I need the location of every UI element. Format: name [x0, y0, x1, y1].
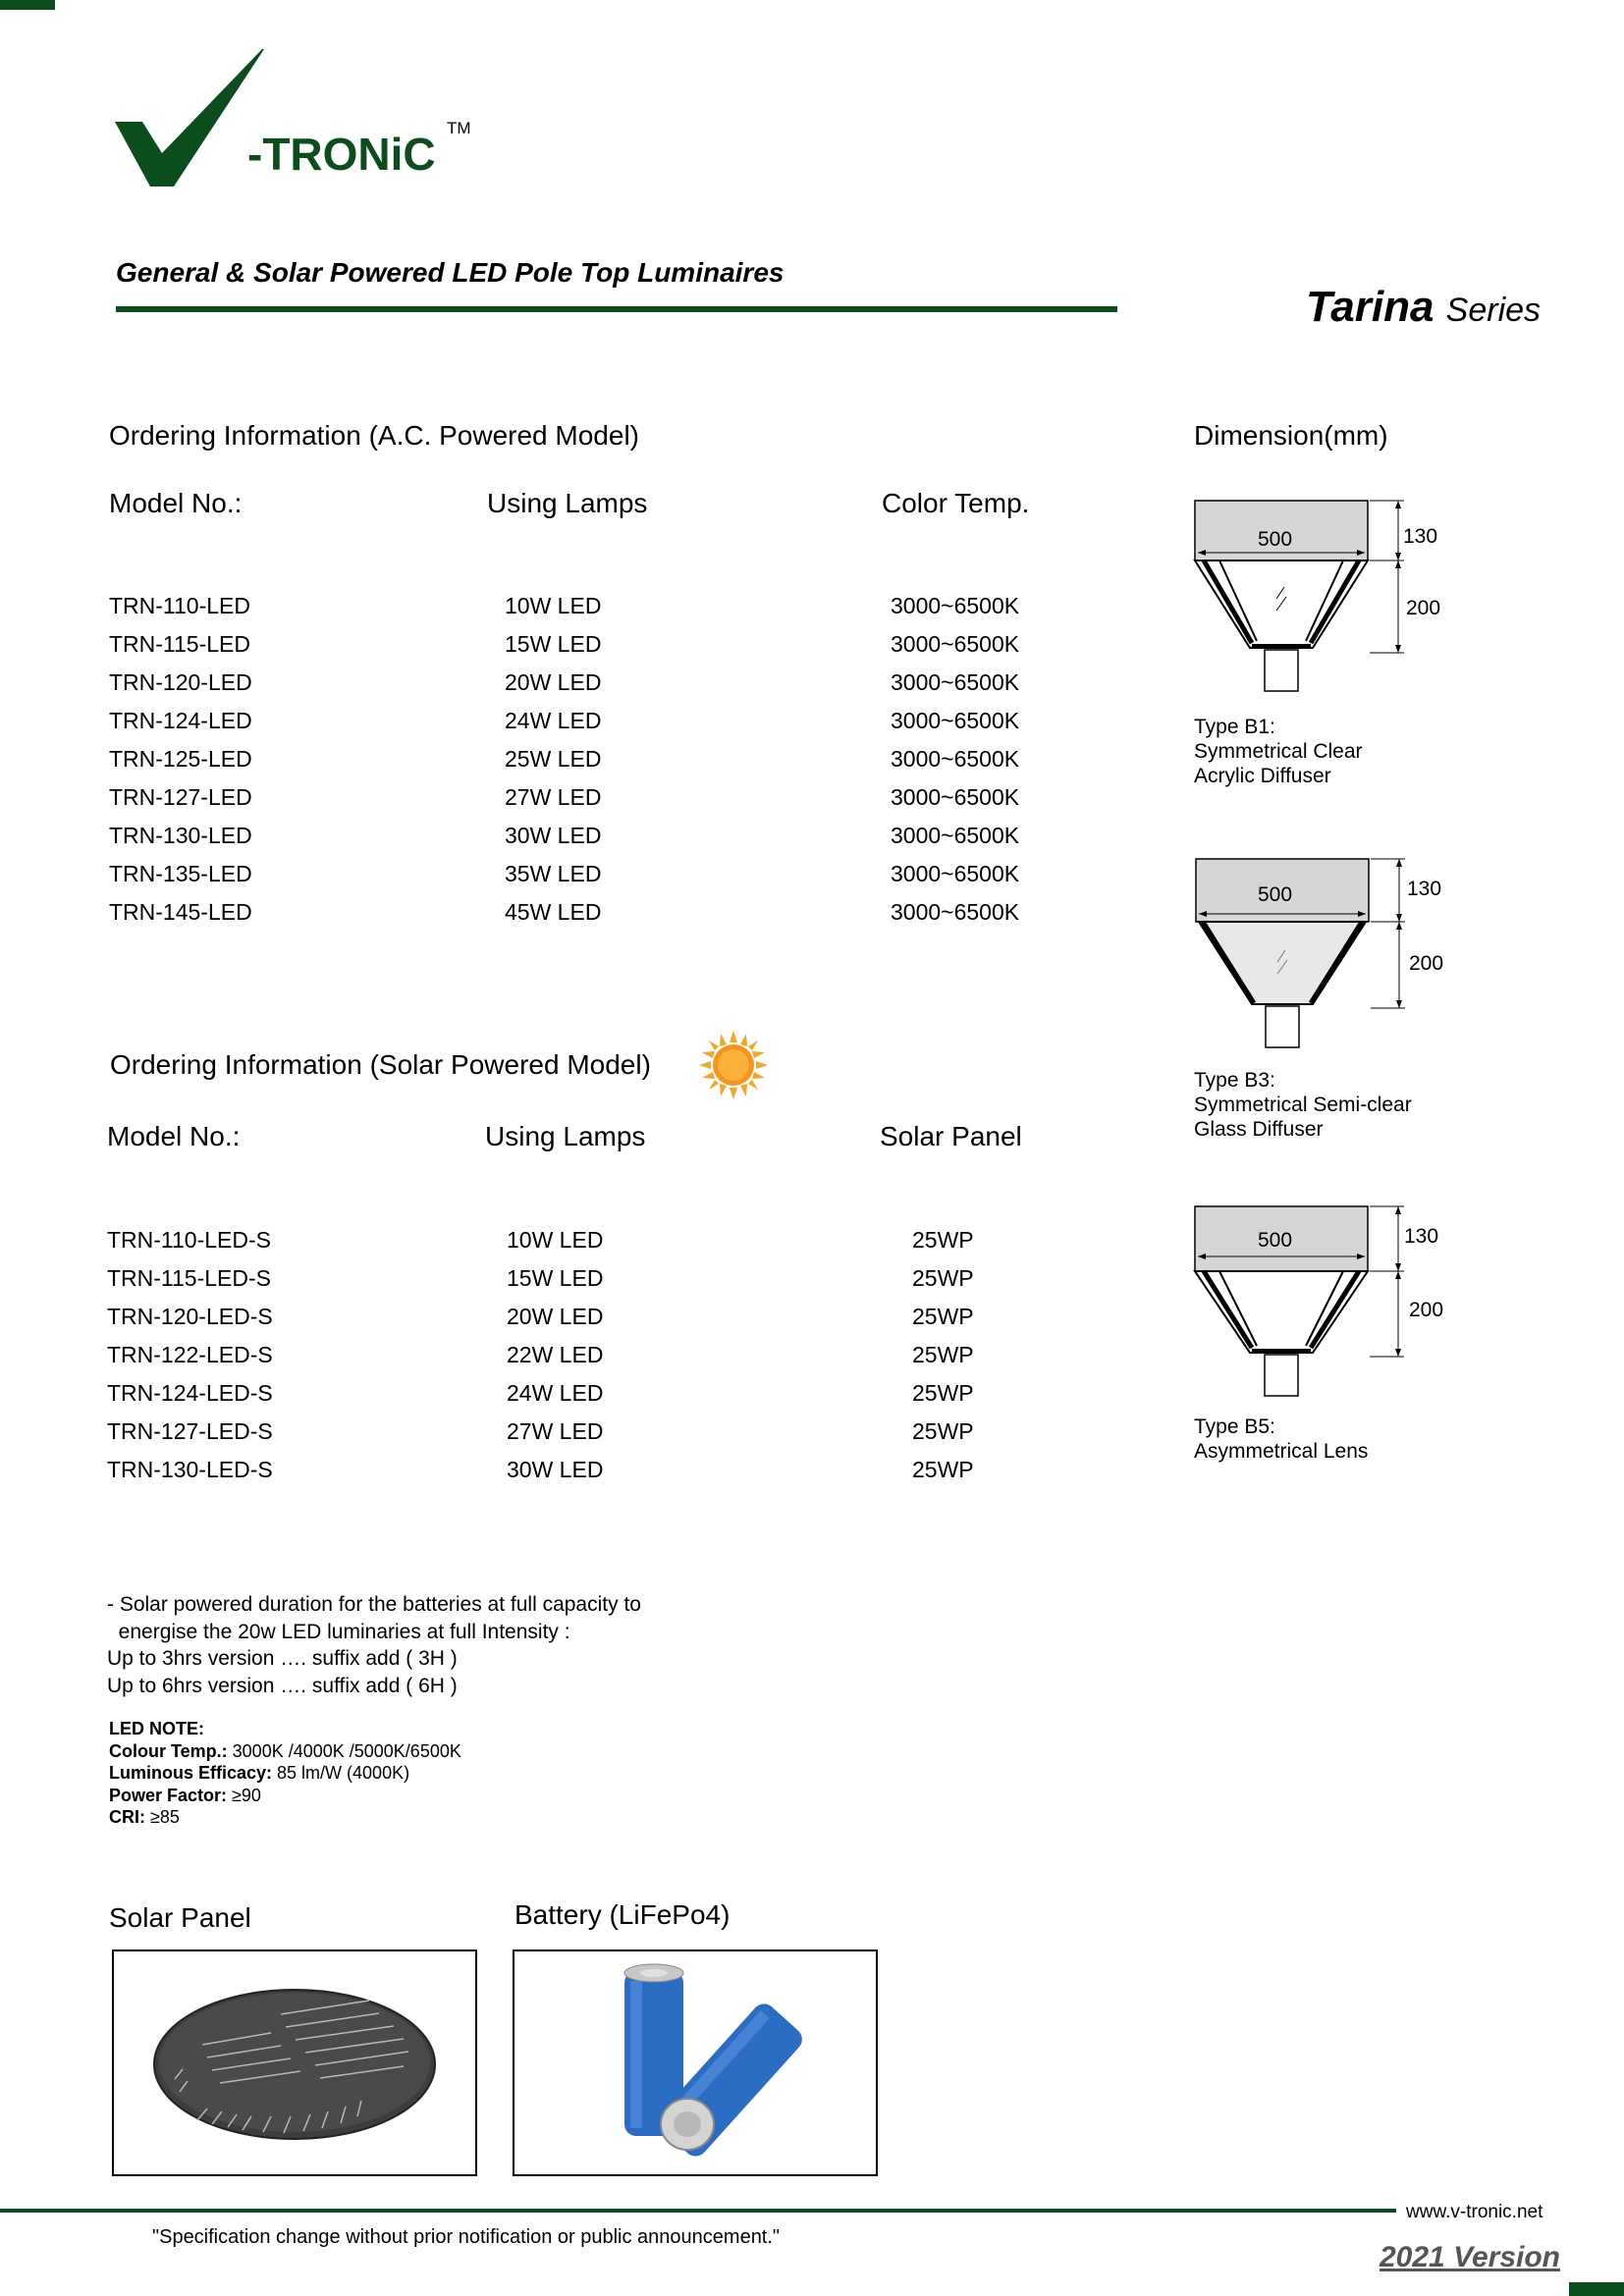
page-subtitle: General & Solar Powered LED Pole Top Luminaires — [116, 257, 785, 288]
ac-row-model-cell: TRN-120-LED — [109, 669, 252, 695]
ac-row-colortemp-cell: 3000~6500K — [891, 708, 1020, 733]
ac-row-lamp-cell: 45W LED — [505, 899, 602, 925]
diagram-b5 — [1190, 1201, 1475, 1408]
series-suffix: Series — [1445, 292, 1542, 329]
diagram-b5-caption — [1194, 1415, 1368, 1464]
ac-row-lamp-cell: 35W LED — [505, 861, 602, 886]
ac-row-colortemp-cell: 3000~6500K — [891, 631, 1020, 657]
disclaimer: "Specification change without prior notification or public announcement." — [152, 2226, 781, 2248]
ac-row-colortemp-cell: 3000~6500K — [891, 669, 1020, 695]
ac-row-model-cell: TRN-115-LED — [109, 631, 250, 657]
solar-row-model-cell: TRN-110-LED-S — [107, 1227, 271, 1253]
solar-header-panel: Solar Panel — [880, 1121, 1022, 1151]
caption-line: Type B1: — [1194, 716, 1275, 738]
ac-row-lamp-cell: 27W LED — [505, 784, 602, 810]
ac-row-colortemp-cell: 3000~6500K — [891, 784, 1020, 810]
dim-bottom-height-label: 200 — [1406, 597, 1441, 619]
solar-header-model: Model No.: — [107, 1121, 241, 1151]
ac-row-lamp-cell: 15W LED — [505, 631, 602, 657]
led-note-value: ≥85 — [145, 1807, 180, 1827]
dim-top-height-label: 130 — [1407, 878, 1442, 900]
solar-row-lamp-cell: 27W LED — [507, 1418, 604, 1444]
solar-row-panel-cell: 25WP — [912, 1418, 974, 1444]
solar-panel-photo — [112, 1949, 477, 2176]
solar-duration-note — [107, 1591, 641, 1699]
ac-row-model-cell: TRN-130-LED — [109, 823, 252, 848]
solar-row-lamp-cell: 10W LED — [507, 1227, 604, 1253]
solar-row-panel-cell: 25WP — [912, 1304, 974, 1329]
led-note-title: LED NOTE: — [109, 1719, 204, 1738]
diagram-b3 — [1191, 854, 1476, 1060]
ac-row-colortemp-cell: 3000~6500K — [891, 899, 1020, 925]
solar-panel-title: Solar Panel — [109, 1902, 251, 1933]
led-note-value: 85 lm/W (4000K) — [272, 1763, 410, 1783]
ac-row-colortemp-cell: 3000~6500K — [891, 823, 1020, 848]
ac-section-title: Ordering Information (A.C. Powered Model) — [109, 420, 639, 451]
trademark-symbol: TM — [447, 119, 471, 137]
solar-panel-image — [114, 1951, 475, 2174]
solar-row-panel-cell: 25WP — [912, 1380, 974, 1406]
led-note-value: ≥90 — [227, 1785, 261, 1805]
led-note-label: Luminous Efficacy: — [109, 1763, 273, 1783]
dim-bottom-height-label: 200 — [1409, 1299, 1444, 1321]
caption-line: Asymmetrical Lens — [1194, 1440, 1369, 1463]
note-line: Up to 3hrs version …. suffix add ( 3H ) — [107, 1647, 458, 1670]
ac-row-lamp-cell: 24W LED — [505, 708, 602, 733]
solar-row-model-cell: TRN-127-LED-S — [107, 1418, 273, 1444]
sun-icon — [699, 1031, 768, 1099]
ac-row-colortemp-cell: 3000~6500K — [891, 746, 1020, 772]
solar-row-lamp-cell: 20W LED — [507, 1304, 604, 1329]
ac-row-colortemp-cell: 3000~6500K — [891, 593, 1020, 618]
ac-row-model-cell: TRN-145-LED — [109, 899, 252, 925]
led-note-label: Colour Temp.: — [109, 1740, 228, 1761]
series-name: Tarina — [1306, 283, 1435, 331]
dim-bottom-height-label: 200 — [1409, 952, 1444, 975]
dim-width-label: 500 — [1258, 528, 1293, 551]
ac-row-lamp-cell: 30W LED — [505, 823, 602, 848]
led-note — [109, 1718, 461, 1829]
ac-row-colortemp-cell: 3000~6500K — [891, 861, 1020, 886]
dim-width-label: 500 — [1258, 883, 1293, 906]
solar-row-lamp-cell: 30W LED — [507, 1457, 604, 1482]
caption-line: Type B5: — [1194, 1415, 1275, 1438]
ac-row-model-cell: TRN-125-LED — [109, 746, 252, 772]
diagram-b1 — [1190, 496, 1475, 702]
brand-name: -TRONiC — [247, 129, 436, 180]
battery-title: Battery (LiFePo4) — [514, 1899, 731, 1930]
solar-row-panel-cell: 25WP — [912, 1457, 974, 1482]
corner-accent-top — [0, 0, 55, 10]
dim-width-label: 500 — [1258, 1229, 1293, 1252]
solar-row-model-cell: TRN-122-LED-S — [107, 1342, 273, 1367]
dim-top-height-label: 130 — [1404, 1225, 1439, 1248]
solar-header-lamps: Using Lamps — [485, 1121, 646, 1151]
solar-row-panel-cell: 25WP — [912, 1265, 974, 1291]
dimension-title: Dimension(mm) — [1194, 420, 1388, 451]
corner-accent-bottom — [1569, 2282, 1624, 2296]
ac-row-lamp-cell: 25W LED — [505, 746, 602, 772]
solar-row-model-cell: TRN-120-LED-S — [107, 1304, 273, 1329]
caption-line: Symmetrical Semi-clear — [1194, 1094, 1412, 1116]
ac-header-colortemp: Color Temp. — [882, 488, 1030, 518]
ac-header-lamps: Using Lamps — [487, 488, 648, 518]
caption-line: Type B3: — [1194, 1069, 1275, 1092]
website-url[interactable]: www.v-tronic.net — [1406, 2202, 1543, 2222]
note-line: - Solar powered duration for the batteries at full capacity to — [107, 1593, 641, 1616]
solar-row-model-cell: TRN-115-LED-S — [107, 1265, 271, 1291]
ac-row-model-cell: TRN-110-LED — [109, 593, 250, 618]
caption-line: Acrylic Diffuser — [1194, 765, 1331, 787]
led-note-label: CRI: — [109, 1807, 145, 1827]
ac-header-model: Model No.: — [109, 488, 243, 518]
solar-row-lamp-cell: 22W LED — [507, 1342, 604, 1367]
header-divider — [116, 306, 1117, 312]
note-line: Up to 6hrs version …. suffix add ( 6H ) — [107, 1674, 458, 1697]
solar-row-model-cell: TRN-124-LED-S — [107, 1380, 273, 1406]
ac-row-lamp-cell: 20W LED — [505, 669, 602, 695]
battery-photo — [513, 1949, 878, 2176]
solar-row-lamp-cell: 15W LED — [507, 1265, 604, 1291]
diagram-b1-caption — [1194, 715, 1363, 788]
solar-section-title: Ordering Information (Solar Powered Model) — [110, 1049, 651, 1080]
ac-row-model-cell: TRN-124-LED — [109, 708, 252, 733]
solar-row-model-cell: TRN-130-LED-S — [107, 1457, 273, 1482]
solar-row-panel-cell: 25WP — [912, 1342, 974, 1367]
caption-line: Glass Diffuser — [1194, 1118, 1324, 1141]
ac-row-model-cell: TRN-127-LED — [109, 784, 252, 810]
ac-row-model-cell: TRN-135-LED — [109, 861, 252, 886]
solar-row-panel-cell: 25WP — [912, 1227, 974, 1253]
series-title — [1306, 283, 1541, 332]
solar-row-lamp-cell: 24W LED — [507, 1380, 604, 1406]
note-line: energise the 20w LED luminaries at full Intensity : — [107, 1620, 570, 1643]
caption-line: Symmetrical Clear — [1194, 740, 1363, 763]
ac-row-lamp-cell: 10W LED — [505, 593, 602, 618]
footer-divider — [0, 2209, 1396, 2213]
battery-image — [514, 1951, 876, 2174]
version-label: 2021 Version — [1380, 2241, 1560, 2273]
led-note-value: 3000K /4000K /5000K/6500K — [227, 1740, 461, 1761]
dim-top-height-label: 130 — [1403, 525, 1438, 548]
diagram-b3-caption — [1194, 1068, 1412, 1142]
led-note-label: Power Factor: — [109, 1785, 228, 1805]
